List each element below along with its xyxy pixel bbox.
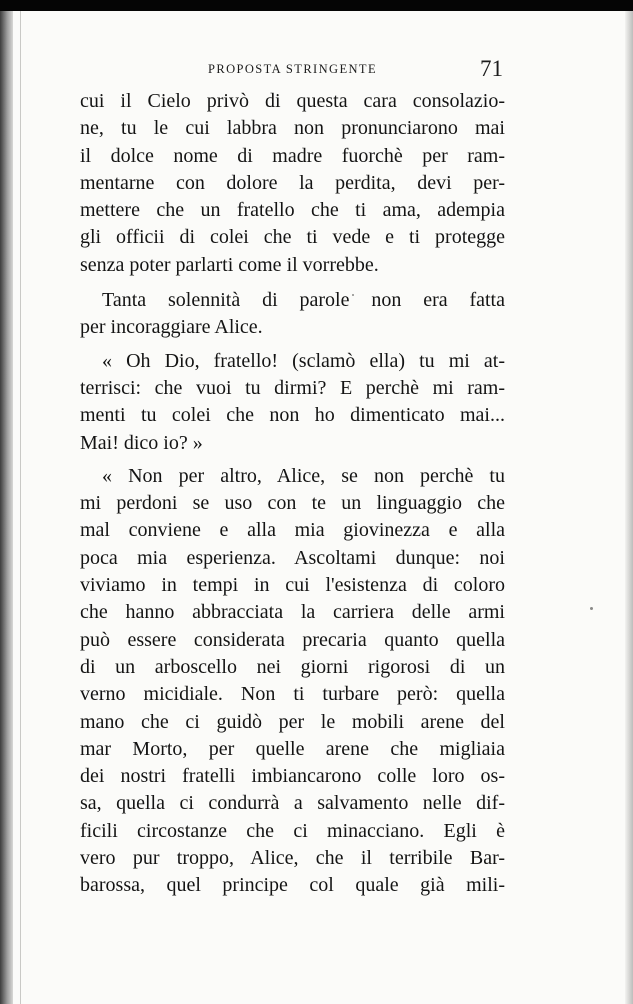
text-line: mano che ci guidò per le mobili arene del [80,710,505,733]
paragraph [80,348,505,457]
text-line: per incoraggiare Alice. [80,316,263,339]
paragraph [80,88,505,279]
text-line: poca mia esperienza. Ascoltami dunque: noi [80,546,505,569]
running-head [80,58,505,86]
gutter-fold-line [20,11,21,1004]
text-line: menti tu colei che non ho dimenticato mai... [80,404,505,427]
text-line: può essere considerata precaria quanto quella [80,628,505,651]
text-line: Mai! dico io? » [80,431,203,454]
page-number: 71 [480,56,503,81]
paragraph [80,287,505,342]
text-line: terrisci: che vuoi tu dirmi? E perchè mi ram- [80,376,505,399]
text-line: mentarne con dolore la perdita, devi per- [80,171,505,194]
text-line: « Oh Dio, fratello! (sclamò ella) tu mi at- [102,349,505,372]
text-line: ficili circostanze che ci minacciano. Egli è [80,819,505,842]
text-line: mar Morto, per quelle arene che migliaia [80,737,505,760]
paper-speck [590,607,593,610]
paragraph [80,463,505,900]
text-line: ne, tu le cui labbra non pronunciarono mai [80,117,505,140]
text-line: mi perdoni se uso con te un linguaggio che [80,492,505,515]
text-line: sa, quella ci condurrà a salvamento nelle dif- [80,792,505,815]
text-line: viviamo in tempi in cui l'esistenza di coloro [80,574,505,597]
scan-top-border [0,0,633,11]
text-line: di un arboscello nei giorni rigorosi di un [80,655,505,678]
text-line: Tanta solennità di parole non era fatta [102,289,505,312]
body-text [80,88,505,900]
text-line: barossa, quel principe col quale già mili- [80,874,505,897]
text-line: mal conviene e alla mia giovinezza e alla [80,519,505,542]
text-line: che hanno abbracciata la carriera delle armi [80,601,505,624]
text-line: « Non per altro, Alice, se non perchè tu [102,464,505,487]
text-line: mettere che un fratello che ti ama, adempia [80,199,505,222]
text-line: cui il Cielo privò di questa cara consolazio- [80,90,505,112]
book-gutter-shadow [0,11,13,1004]
text-line: dei nostri fratelli imbiancarono colle loro os- [80,765,505,788]
text-line: vero pur troppo, Alice, che il terribile Bar- [80,847,505,870]
running-title: PROPOSTA STRINGENTE [207,62,378,76]
text-line: senza poter parlarti come il vorrebbe. [80,253,379,276]
text-line: verno micidiale. Non ti turbare però: quella [80,683,505,706]
text-line: il dolce nome di madre fuorchè per ram- [80,144,505,167]
page-right-edge [625,11,633,1004]
text-line: gli officii di colei che ti vede e ti protegge [80,226,505,249]
